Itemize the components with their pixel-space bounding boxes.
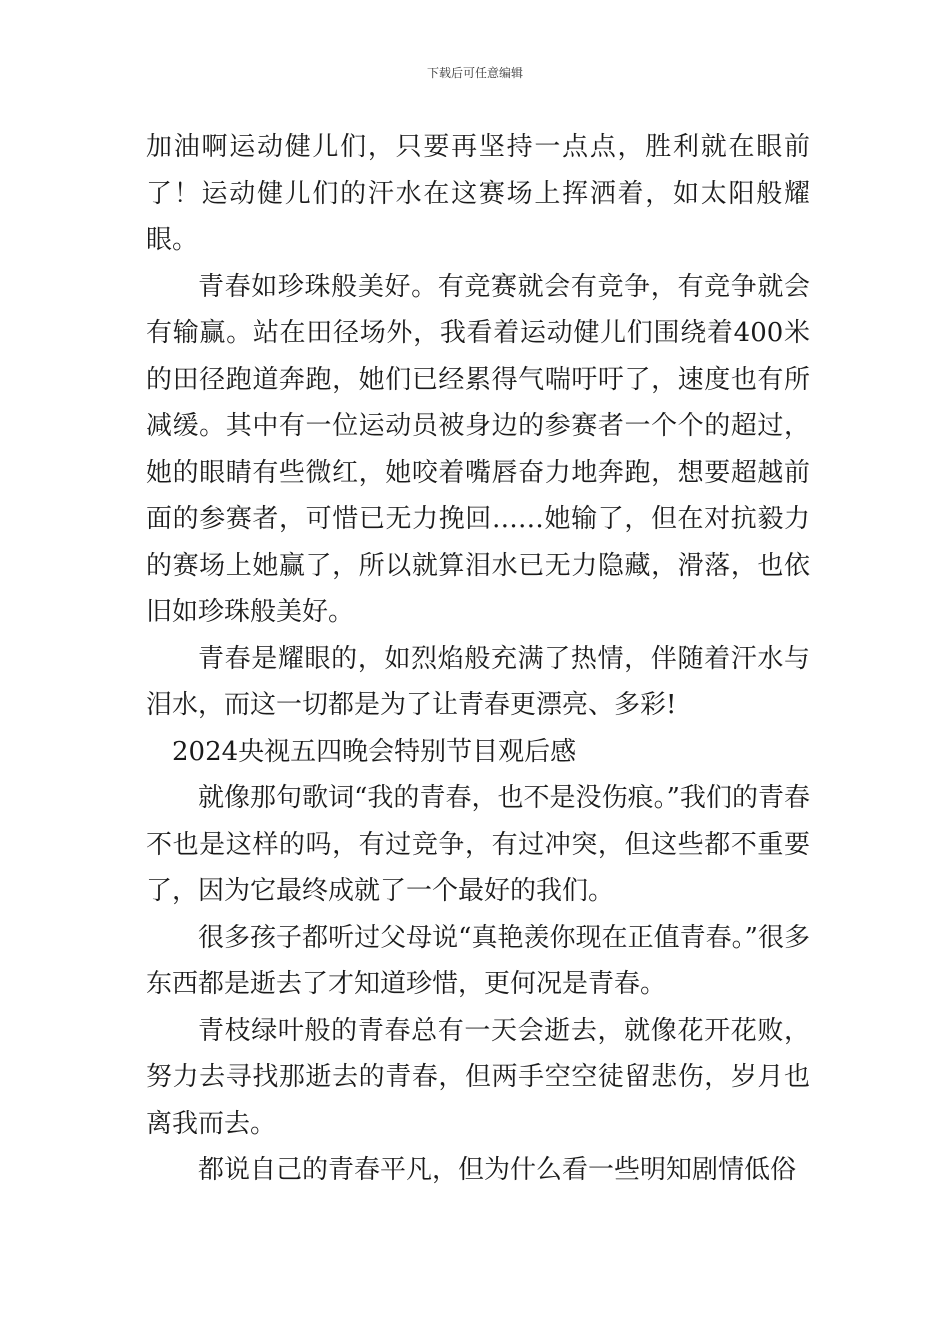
- paragraph: 青枝绿叶般的青春总有一天会逝去，就像花开花败，努力去寻找那逝去的青春，但两手空空徒留悲伤，岁月也离我而去。: [146, 1015, 810, 1139]
- paragraph: 加油啊运动健儿们，只要再坚持一点点，胜利就在眼前了！运动健儿们的汗水在这赛场上挥洒着，如太阳般耀眼。: [146, 132, 810, 255]
- paragraph: 很多孩子都听过父母说“真艳羡你现在正值青春。”很多东西都是逝去了才知道珍惜，更何况是青春。: [146, 922, 810, 999]
- section-heading: 2024央视五四晚会特别节目观后感: [172, 736, 577, 767]
- paragraph: 都说自己的青春平凡，但为什么看一些明知剧情低俗: [198, 1155, 797, 1185]
- paragraph: 青春如珍珠般美好。有竞赛就会有竞争，有竞争就会有输赢。站在田径场外，我看着运动健儿们围绕着400米的田径跑道奔跑，她们已经累得气喘吁吁了，速度也有所减缓。其中有一位运动员被身边的参赛者一个个的超过，她的眼睛有些微红，她咬着嘴唇奋力地奔跑，想要超越前面的参赛者，可惜已无力挽回……她输了，但在对抗毅力的赛场上她赢了，所以就算泪水已无力隐藏，滑落，也依旧如珍珠般美好。: [146, 271, 810, 627]
- paragraph: 青春是耀眼的，如烈焰般充满了热情，伴随着汗水与泪水，而这一切都是为了让青春更漂亮、多彩!: [146, 643, 810, 720]
- document-body: [146, 124, 810, 1194]
- paragraph: 就像那句歌词“我的青春，也不是没伤痕。”我们的青春不也是这样的吗，有过竞争，有过冲突，但这些都不重要了，因为它最终成就了一个最好的我们。: [146, 783, 810, 906]
- page-header: 下载后可任意编辑: [426, 66, 523, 80]
